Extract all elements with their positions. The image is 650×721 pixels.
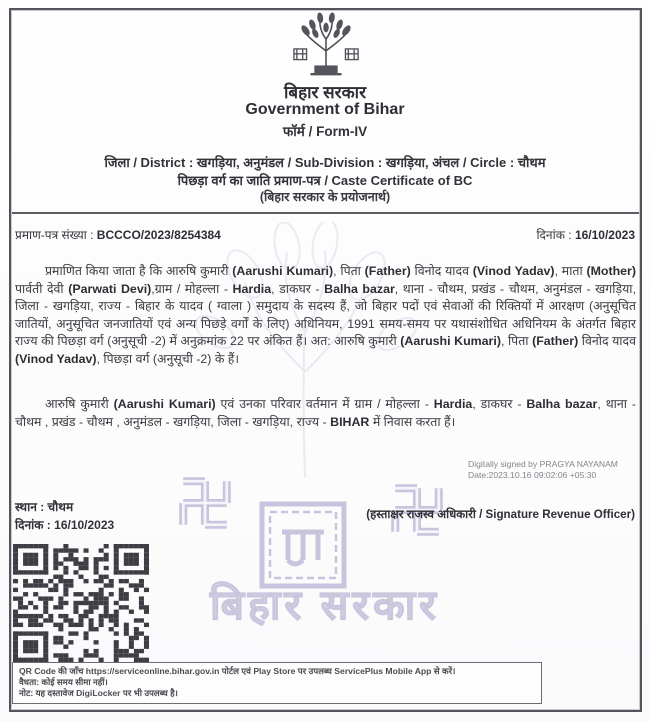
digital-signature-stamp bbox=[468, 459, 643, 480]
date-label: दिनांक : bbox=[15, 517, 51, 532]
certificate-number-value: BCCCO/2023/8254384 bbox=[96, 228, 221, 242]
header-divider bbox=[9, 212, 640, 214]
date-value: 16/10/2023 bbox=[54, 517, 115, 532]
certificate-body-paragraph-1: प्रमाणित किया जाता है कि आरुषि कुमारी (Aarushi Kumari), पिता (Father) विनोद यादव (Vinod Yadav), माता (Mother) पार्वती देवी (Parwati Devi),ग्राम / मोहल्ला - Hardia, डाकघर - Balha bazar, थाना - चौथम, प्रखंड - चौथम, अनुमंडल - खगड़िया, जिला - खगड़िया, राज्य - बिहार के यादव ( ग्वाला ) समुदाय के सदस्य हैं, जो बिहार पदों एवं सेवाओं की रिक्तियों में आरक्षण (अनुसूचित जातियों, अनुसूचित जनजातियों एवं अन्य पिछड़े वर्गों के लिए) अधिनियम, 1991 समय-समय पर यथासंशोधित अधिनियम के अंतर्गत बिहार राज्य की पिछड़ा वर्ग (अनुसूची -2) में अनुक्रमांक 22 पर अंकित हैं। अत: आरुषि कुमारी (Aarushi Kumari), पिता (Father) विनोद यादव (Vinod Yadav), पिछड़ा वर्ग (अनुसूची -2) के हैं। bbox=[15, 264, 637, 366]
footer-qr-verification-note: QR Code की जाँच https://serviceonline.bihar.gov.in पोर्टल एवं Play Store पर उपलब्ध ServicePlus Mobile App से करें। bbox=[19, 666, 456, 676]
certificate-title: पिछड़ा वर्ग का जाति प्रमाण-पत्र / Caste Certificate of BC bbox=[177, 173, 473, 188]
form-number: फॉर्म / Form-IV bbox=[282, 124, 368, 139]
certificate-body-paragraph-2: आरुषि कुमारी (Aarushi Kumari) एवं उनका परिवार वर्तमान में ग्राम / मोहल्ला - Hardia, डाकघर - Balha bazar, थाना - चौथम , प्रखंड - चौथम , अनुमंडल - खगड़िया, जिला - खगड़िया, राज्य - BIHAR में निवास करता हैं। bbox=[15, 397, 636, 429]
bihar-emblem-icon bbox=[282, 12, 370, 80]
certificate-date-label: दिनांक : bbox=[536, 228, 572, 242]
footer-note-box bbox=[12, 662, 542, 704]
digital-signature-line1: Digitally signed by PRAGYA NAYANAM bbox=[468, 459, 618, 469]
place-date-block bbox=[15, 499, 114, 534]
footer-validity-note: वैधता: कोई समय सीमा नहीं। bbox=[19, 677, 108, 688]
place-line bbox=[15, 499, 114, 517]
date-line bbox=[15, 517, 114, 535]
swastika-watermark-left bbox=[176, 474, 234, 532]
purpose-line: (बिहार सरकार के प्रयोजनार्थ) bbox=[259, 190, 391, 204]
digital-signature-line2: Date:2023.10.16 09:02:06 +05:30 bbox=[468, 469, 597, 480]
certificate-number-label: प्रमाण-पत्र संख्या : bbox=[15, 228, 94, 242]
government-title-english: Government of Bihar bbox=[245, 101, 405, 118]
government-title-hindi: बिहार सरकार bbox=[283, 83, 367, 102]
certificate-number bbox=[15, 226, 221, 243]
revenue-officer-signature-label: (हस्ताक्षर राजस्व अधिकारी / Signature Revenue Officer) bbox=[366, 508, 635, 521]
certificate-date bbox=[536, 226, 635, 243]
certificate-meta-row bbox=[15, 226, 635, 243]
bihar-sarkar-watermark-text: बिहार सरकार bbox=[210, 582, 440, 628]
district-subdivision-circle-line: जिला / District : खगड़िया, अनुमंडल / Sub-Division : खगड़िया, अंचल / Circle : चौथम bbox=[104, 155, 546, 170]
certificate-date-value: 16/10/2023 bbox=[574, 228, 635, 242]
qr-code bbox=[13, 544, 149, 662]
footer-digilocker-note: नोट: यह दस्तावेज DigiLocker पर भी उपलब्ध है। bbox=[19, 688, 178, 699]
place-label: स्थान : bbox=[15, 500, 45, 514]
place-value: चौथम bbox=[47, 500, 74, 514]
